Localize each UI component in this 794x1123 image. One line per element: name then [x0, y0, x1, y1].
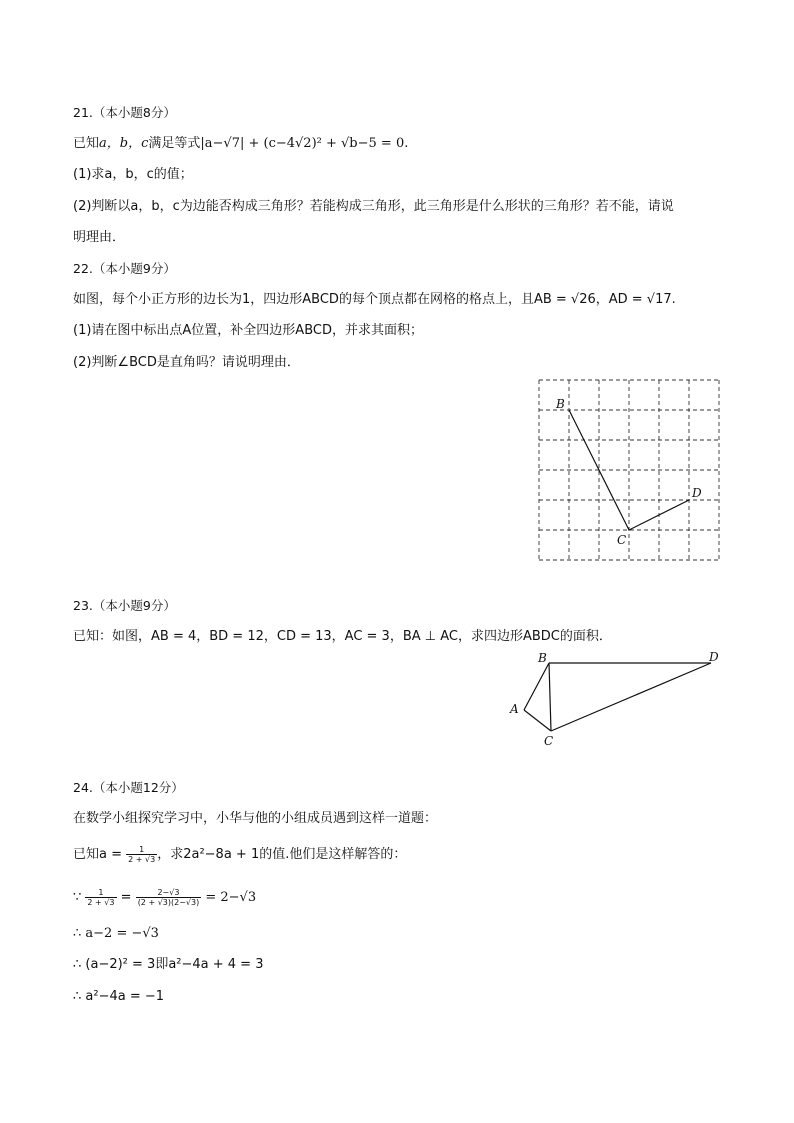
- q24-step1-frac1-num: 1: [85, 888, 116, 898]
- q24-step1-fraction2: [136, 888, 202, 907]
- q24-given-b: ，求2a²−8a + 1的值.他们是这样解答的：: [157, 847, 407, 862]
- q23-segment-bc: [549, 663, 551, 731]
- q22-grid-figure: [530, 372, 730, 568]
- q21-equation: |a−√7| + (c−4√2)² + √b−5 = 0.: [200, 136, 409, 151]
- q23-label-d: D: [709, 650, 719, 664]
- q24-given: [73, 845, 406, 864]
- q21-part1: (1)求a，b，c的值；: [73, 167, 193, 182]
- q21-heading: 21.（本小题8分）: [73, 105, 176, 120]
- q24-step4: ∴ a²−4a = −1: [73, 989, 165, 1004]
- q22-grid-lines: [539, 380, 719, 560]
- q24-step1-frac2-num: 2−√3: [136, 888, 202, 898]
- q24-step1-fraction1: [85, 888, 116, 907]
- q21-part2-line1: (2)判断以a，b，c为边能否构成三角形？若能构成三角形，此三角形是什么形状的三角形？若不能，请说: [73, 199, 674, 214]
- q23-stem: 已知：如图，AB = 4，BD = 12，CD = 13，AC = 3，BA ⊥ AC，求四边形ABDC的面积．: [73, 629, 612, 644]
- q23-label-c: C: [544, 734, 554, 748]
- q24-step1-result: = 2−√3: [205, 890, 257, 905]
- q24-step3: ∴ (a−2)² = 3即a²−4a + 4 = 3: [73, 957, 264, 972]
- q22-label-c: C: [617, 533, 627, 547]
- q23-segment-dc: [551, 663, 711, 731]
- q24-step1-eq: =: [120, 890, 132, 905]
- q24-step1-prefix: ∵: [73, 890, 82, 905]
- q22-segment-cd: [629, 500, 689, 530]
- q21-stem-a: 已知: [73, 136, 100, 151]
- q24-given-frac-num: 1: [126, 845, 157, 855]
- q24-heading: 24.（本小题12分）: [73, 780, 184, 795]
- q24-step2: ∴ a−2 = −√3: [73, 926, 159, 941]
- q24-step1-frac1-den: 2 + √3: [87, 898, 115, 907]
- q23-segment-ac: [524, 710, 551, 731]
- q24-step1: [73, 888, 256, 907]
- q22-part2: (2)判断∠BCD是直角吗？请说明理由．: [73, 355, 300, 370]
- q23-segment-ba: [524, 663, 549, 710]
- q22-heading: 22.（本小题9分）: [73, 261, 176, 276]
- q23-heading: 23.（本小题9分）: [73, 598, 176, 613]
- q24-given-fraction: [126, 845, 157, 864]
- q24-intro: 在数学小组探究学习中，小华与他的小组成员遇到这样一道题：: [73, 811, 438, 826]
- q22-part1: (1)请在图中标出点A位置，补全四边形ABCD，并求其面积；: [73, 323, 423, 338]
- q21-stem: [73, 135, 408, 153]
- q24-given-a: 已知a =: [73, 847, 122, 862]
- q22-label-d: D: [692, 486, 702, 500]
- q21-part2-line2: 明理由．: [73, 230, 126, 245]
- q22-label-b: B: [556, 397, 565, 411]
- q21-stem-vars: a，b，c: [99, 136, 149, 151]
- q21-stem-b: 满足等式: [148, 136, 201, 151]
- q24-step1-frac2-den: (2 + √3)(2−√3): [137, 898, 200, 907]
- q23-label-b: B: [538, 651, 547, 665]
- q23-quadrilateral-figure: [505, 645, 735, 751]
- q24-given-frac-den: 2 + √3: [128, 855, 156, 864]
- q23-label-a: A: [510, 702, 519, 716]
- q22-stem: 如图，每个小正方形的边长为1，四边形ABCD的每个顶点都在网格的格点上，且AB = √26，AD = √17.: [73, 292, 676, 307]
